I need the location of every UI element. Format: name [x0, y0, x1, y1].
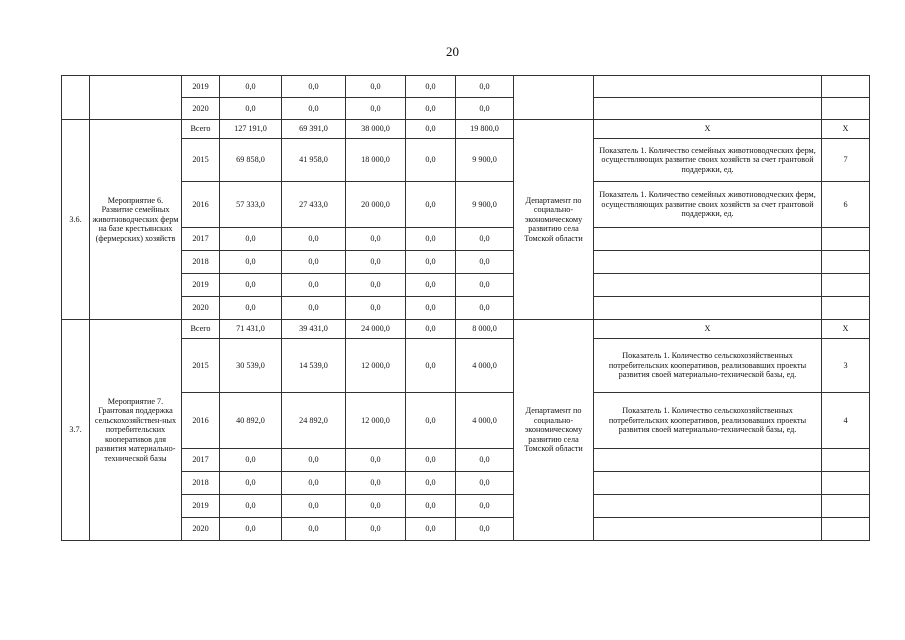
local-value: 0,0 — [406, 274, 456, 297]
total-value: 40 892,0 — [220, 393, 282, 449]
extra-budget-value: 9 900,0 — [456, 182, 514, 228]
total-value: 0,0 — [220, 297, 282, 320]
total-value: 0,0 — [220, 495, 282, 518]
indicator-cell: Показатель 1. Количество семейных животноводческих ферм, осуществляющих развитие своих хозяйств за счет грантовой поддержки, ед. — [594, 182, 822, 228]
total-value: 0,0 — [220, 251, 282, 274]
local-value: 0,0 — [406, 251, 456, 274]
regional-value: 12 000,0 — [346, 393, 406, 449]
year-cell: 2015 — [182, 339, 220, 393]
table-row — [62, 182, 870, 228]
table-row — [62, 120, 870, 139]
extra-budget-value: 4 000,0 — [456, 339, 514, 393]
year-cell: Всего — [182, 320, 220, 339]
extra-budget-value: 0,0 — [456, 274, 514, 297]
extra-budget-value: 0,0 — [456, 495, 514, 518]
indicator-cell — [594, 76, 822, 98]
regional-value: 38 000,0 — [346, 120, 406, 139]
indicator-value-cell — [822, 449, 870, 472]
year-cell: 2018 — [182, 472, 220, 495]
regional-value: 0,0 — [346, 297, 406, 320]
year-cell: 2020 — [182, 98, 220, 120]
regional-value: 0,0 — [346, 251, 406, 274]
federal-value: 0,0 — [282, 297, 346, 320]
indicator-cell — [594, 228, 822, 251]
total-value: 0,0 — [220, 518, 282, 541]
table-row — [62, 472, 870, 495]
federal-value: 0,0 — [282, 98, 346, 120]
local-value: 0,0 — [406, 182, 456, 228]
table-row — [62, 495, 870, 518]
extra-budget-value: 0,0 — [456, 98, 514, 120]
local-value: 0,0 — [406, 339, 456, 393]
indicator-cell — [594, 251, 822, 274]
extra-budget-value: 0,0 — [456, 472, 514, 495]
regional-value: 0,0 — [346, 472, 406, 495]
indicator-cell: Показатель 1. Количество сельскохозяйственных потребительских кооперативов, реализовавших проекты развития своей материально-технической базы, ед. — [594, 393, 822, 449]
activity-number: 3.6. — [62, 120, 90, 320]
department-cell: Департамент по социально-экономическому развитию села Томской области — [514, 120, 594, 320]
local-value: 0,0 — [406, 98, 456, 120]
indicator-value-cell — [822, 518, 870, 541]
table-row — [62, 518, 870, 541]
indicator-value-cell: 6 — [822, 182, 870, 228]
activity-name: Мероприятие 7. Грантовая поддержка сельскохозяйствен-ных потребительских кооперативов для развития материально-технической базы — [90, 320, 182, 541]
federal-value: 69 391,0 — [282, 120, 346, 139]
activity-name: Мероприятие 6. Развитие семейных животноводческих ферм на базе крестьянских (фермерских) хозяйств — [90, 120, 182, 320]
year-cell: 2019 — [182, 76, 220, 98]
department-cell — [514, 76, 594, 120]
indicator-cell — [594, 518, 822, 541]
activity-name — [90, 76, 182, 120]
local-value: 0,0 — [406, 472, 456, 495]
extra-budget-value: 9 900,0 — [456, 139, 514, 182]
indicator-value-cell — [822, 76, 870, 98]
extra-budget-value: 0,0 — [456, 449, 514, 472]
indicator-cell — [594, 274, 822, 297]
federal-value: 0,0 — [282, 495, 346, 518]
federal-value: 0,0 — [282, 518, 346, 541]
indicator-cell: Показатель 1. Количество семейных животноводческих ферм, осуществляющих развитие своих хозяйств за счет грантовой поддержки, ед. — [594, 139, 822, 182]
indicator-value-cell — [822, 495, 870, 518]
total-value: 57 333,0 — [220, 182, 282, 228]
local-value: 0,0 — [406, 297, 456, 320]
indicator-cell: Показатель 1. Количество сельскохозяйственных потребительских кооперативов, реализовавших проекты развития своей материально-технической базы, ед. — [594, 339, 822, 393]
extra-budget-value: 0,0 — [456, 228, 514, 251]
table-row — [62, 320, 870, 339]
local-value: 0,0 — [406, 495, 456, 518]
indicator-value-cell — [822, 472, 870, 495]
table-row — [62, 449, 870, 472]
federal-value: 0,0 — [282, 274, 346, 297]
local-value: 0,0 — [406, 228, 456, 251]
table-row — [62, 98, 870, 120]
local-value: 0,0 — [406, 320, 456, 339]
program-activities-table — [61, 75, 870, 541]
indicator-cell — [594, 297, 822, 320]
indicator-value-cell — [822, 251, 870, 274]
indicator-value-cell — [822, 297, 870, 320]
extra-budget-value: 0,0 — [456, 76, 514, 98]
federal-value: 14 539,0 — [282, 339, 346, 393]
indicator-value-cell — [822, 274, 870, 297]
regional-value: 12 000,0 — [346, 339, 406, 393]
table-row — [62, 76, 870, 98]
activity-number — [62, 76, 90, 120]
indicator-cell — [594, 449, 822, 472]
year-cell: 2016 — [182, 182, 220, 228]
table-row — [62, 251, 870, 274]
total-value: 0,0 — [220, 76, 282, 98]
total-value: 0,0 — [220, 274, 282, 297]
year-cell: 2017 — [182, 228, 220, 251]
extra-budget-value: 0,0 — [456, 251, 514, 274]
year-cell: 2016 — [182, 393, 220, 449]
total-value: 127 191,0 — [220, 120, 282, 139]
federal-value: 0,0 — [282, 251, 346, 274]
table-row — [62, 393, 870, 449]
indicator-cell — [594, 472, 822, 495]
table-row — [62, 274, 870, 297]
regional-value: 0,0 — [346, 449, 406, 472]
table-row — [62, 339, 870, 393]
year-cell: 2017 — [182, 449, 220, 472]
year-cell: 2015 — [182, 139, 220, 182]
table-row — [62, 139, 870, 182]
regional-value: 18 000,0 — [346, 139, 406, 182]
table-row — [62, 228, 870, 251]
extra-budget-value: 19 800,0 — [456, 120, 514, 139]
regional-value: 0,0 — [346, 76, 406, 98]
federal-value: 41 958,0 — [282, 139, 346, 182]
indicator-value-cell: 3 — [822, 339, 870, 393]
total-value: 30 539,0 — [220, 339, 282, 393]
total-value: 71 431,0 — [220, 320, 282, 339]
local-value: 0,0 — [406, 518, 456, 541]
local-value: 0,0 — [406, 120, 456, 139]
total-value: 69 858,0 — [220, 139, 282, 182]
regional-value: 0,0 — [346, 98, 406, 120]
regional-value: 20 000,0 — [346, 182, 406, 228]
year-cell: 2020 — [182, 297, 220, 320]
regional-value: 0,0 — [346, 228, 406, 251]
total-value: 0,0 — [220, 98, 282, 120]
year-cell: 2018 — [182, 251, 220, 274]
indicator-value-cell: Х — [822, 320, 870, 339]
indicator-cell — [594, 495, 822, 518]
federal-value: 0,0 — [282, 449, 346, 472]
year-cell: 2019 — [182, 495, 220, 518]
regional-value: 0,0 — [346, 495, 406, 518]
indicator-value-cell: 4 — [822, 393, 870, 449]
local-value: 0,0 — [406, 449, 456, 472]
indicator-value-cell — [822, 228, 870, 251]
extra-budget-value: 0,0 — [456, 297, 514, 320]
federal-value: 0,0 — [282, 228, 346, 251]
year-cell: 2019 — [182, 274, 220, 297]
federal-value: 24 892,0 — [282, 393, 346, 449]
indicator-cell — [594, 98, 822, 120]
regional-value: 0,0 — [346, 274, 406, 297]
indicator-value-cell — [822, 98, 870, 120]
indicator-cell: Х — [594, 320, 822, 339]
federal-value: 39 431,0 — [282, 320, 346, 339]
indicator-value-cell: 7 — [822, 139, 870, 182]
local-value: 0,0 — [406, 139, 456, 182]
indicator-value-cell: Х — [822, 120, 870, 139]
indicator-cell: Х — [594, 120, 822, 139]
department-cell: Департамент по социально-экономическому развитию села Томской области — [514, 320, 594, 541]
local-value: 0,0 — [406, 76, 456, 98]
federal-value: 27 433,0 — [282, 182, 346, 228]
extra-budget-value: 8 000,0 — [456, 320, 514, 339]
federal-value: 0,0 — [282, 76, 346, 98]
local-value: 0,0 — [406, 393, 456, 449]
total-value: 0,0 — [220, 449, 282, 472]
table-row — [62, 297, 870, 320]
year-cell: 2020 — [182, 518, 220, 541]
page-number: 20 — [446, 44, 459, 59]
federal-value: 0,0 — [282, 472, 346, 495]
extra-budget-value: 4 000,0 — [456, 393, 514, 449]
total-value: 0,0 — [220, 472, 282, 495]
regional-value: 24 000,0 — [346, 320, 406, 339]
year-cell: Всего — [182, 120, 220, 139]
regional-value: 0,0 — [346, 518, 406, 541]
extra-budget-value: 0,0 — [456, 518, 514, 541]
total-value: 0,0 — [220, 228, 282, 251]
activity-number: 3.7. — [62, 320, 90, 541]
